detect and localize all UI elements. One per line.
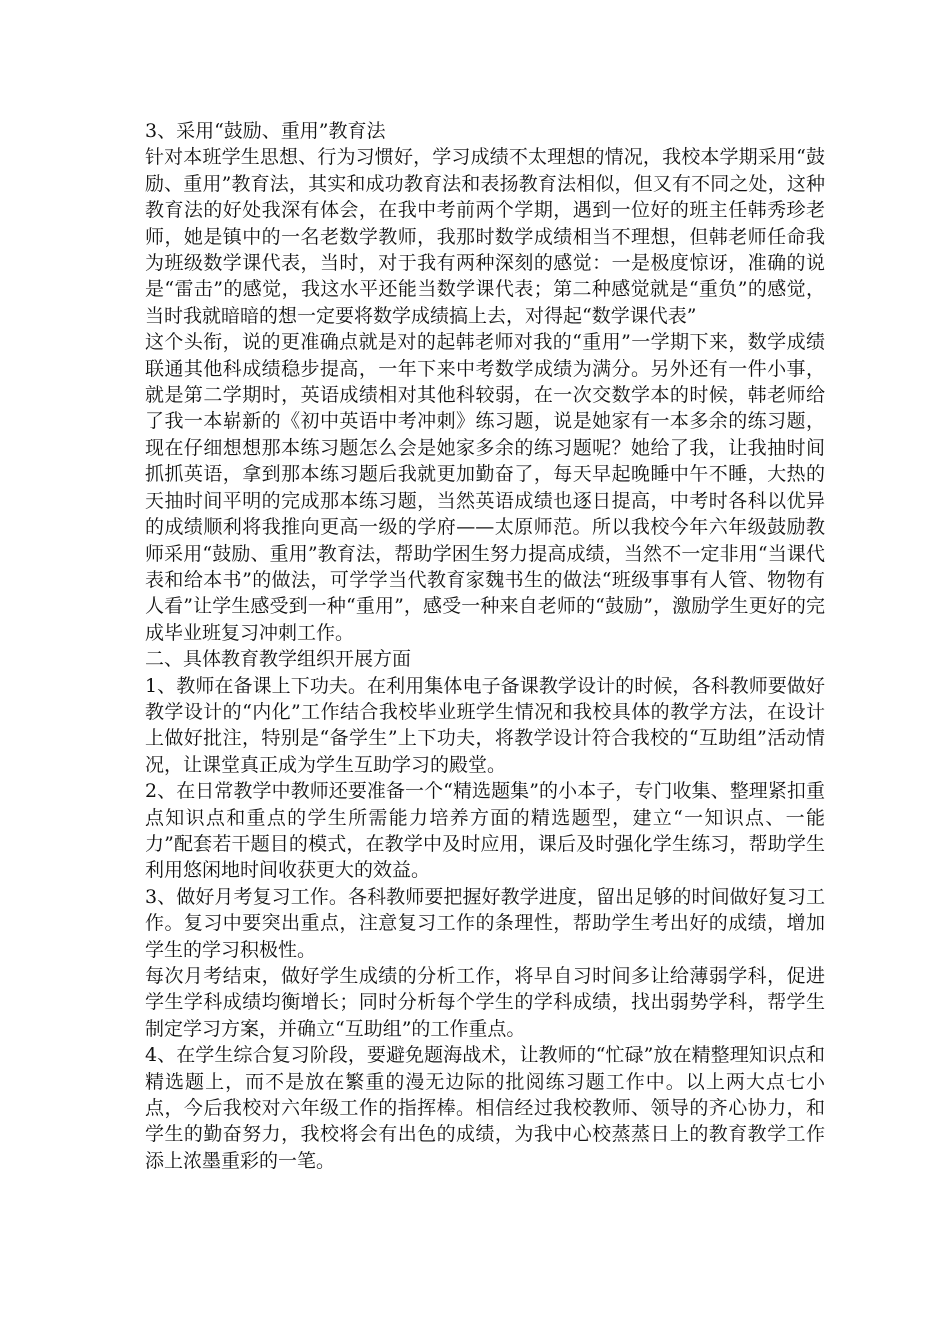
paragraph-method-story: 这个头衔，说的更准确点就是对的起韩老师对我的“重用”一学期下来，数学成绩联通其他科成绩稳步提高，一年下来中考数学成绩为满分。另外还有一件小事，就是第二学期时，英语成绩相对其他科较弱，在一次交数学本的时候，韩老师给了我一本崭新的《初中英语中考冲刺》练习题，说是她家有一本多余的练习题，现在仔细想想那本练习题怎么会是她家多余的练习题呢？她给了我，让我抽时间抓抓英语，拿到那本练习题后我就更加勤奋了，每天早起晚睡中午不睡，大热的天抽时间平明的完成那本练习题，当然英语成绩也逐日提高，中考时各科以优异的成绩顺利将我推向更高一级的学府——太原师范。所以我校今年六年级鼓励教师采用“鼓励、重用”教育法，帮助学困生努力提高成绩，当然不一定非用“当课代表和给本书”的做法，可学学当代教育家魏书生的做法“班级事事有人管、物物有人看”让学生感受到一种“重用”，感受一种来自老师的“鼓励”，激励学生更好的完成毕业班复习冲刺工作。 [145, 331, 825, 644]
section-heading-method: 3、采用“鼓励、重用”教育法 [145, 120, 386, 142]
document-body [145, 118, 825, 1174]
paragraph-comprehensive-review: 4、在学生综合复习阶段，要避免题海战术，让教师的“忙碌”放在精整理知识点和精选题上，而不是放在繁重的漫无边际的批阅练习题工作中。以上两大点七小点，今后我校对六年级工作的指挥棒。相信经过我校教师、领导的齐心协力，和学生的勤奋努力，我校将会有出色的成绩，为我中心校蒸蒸日上的教育教学工作添上浓墨重彩的一笔。 [145, 1044, 825, 1172]
paragraph-method-intro: 针对本班学生思想、行为习惯好，学习成绩不太理想的情况，我校本学期采用“鼓励、重用”教育法，其实和成功教育法和表扬教育法相似，但又有不同之处，这种教育法的好处我深有体会，在我中考前两个学期，遇到一位好的班主任韩秀珍老师，她是镇中的一名老数学教师，我那时数学成绩相当不理想，但韩老师任命我为班级数学课代表，当时，对于我有两种深刻的感觉：一是极度惊讶，准确的说是“雷击”的感觉，我这水平还能当数学课代表；第二种感觉就是“重负”的感觉，当时我就暗暗的想一定要将数学成绩搞上去，对得起“数学课代表” [145, 146, 825, 327]
section-heading-organization: 二、具体教育教学组织开展方面 [145, 648, 412, 671]
paragraph-monthly-review: 3、做好月考复习工作。各科教师要把握好教学进度，留出足够的时间做好复习工作。复习中要突出重点，注意复习工作的条理性，帮助学生考出好的成绩，增加学生的学习积极性。 [145, 885, 825, 961]
paragraph-exam-analysis: 每次月考结束，做好学生成绩的分析工作，将早自习时间多让给薄弱学科，促进学生学科成绩均衡增长；同时分析每个学生的学科成绩，找出弱势学科，帮学生制定学习方案，并确立“互助组”的工作重点。 [145, 965, 825, 1040]
paragraph-selected-problems: 2、在日常教学中教师还要准备一个“精选题集”的小本子，专门收集、整理紧扣重点知识点和重点的学生所需能力培养方面的精选题型，建立“一知识点、一能力”配套若干题目的模式，在教学中及时应用，课后及时强化学生练习，帮助学生利用悠闲地时间收获更大的效益。 [145, 780, 825, 882]
paragraph-lesson-prep: 1、教师在备课上下功夫。在利用集体电子备课教学设计的时候，各科教师要做好教学设计的“内化”工作结合我校毕业班学生情况和我校具体的教学方法，在设计上做好批注，特别是“备学生”上下功夫，将教学设计符合我校的“互助组”活动情况，让课堂真正成为学生互助学习的殿堂。 [145, 674, 825, 776]
